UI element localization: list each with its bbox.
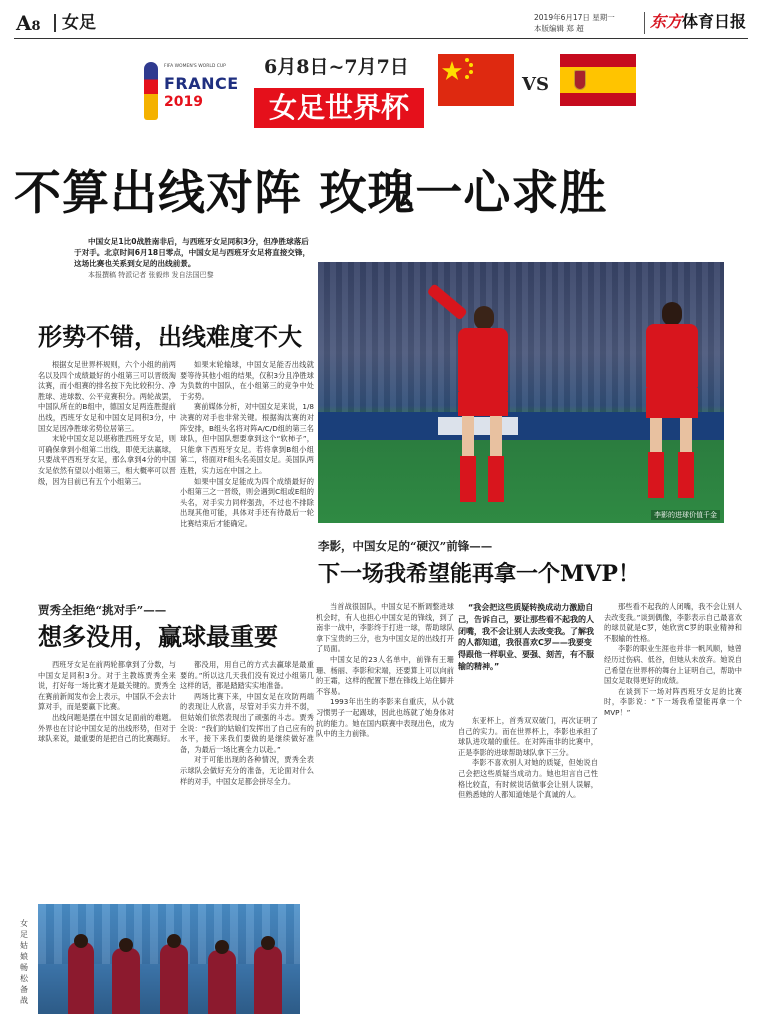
page-letter: A: [16, 11, 32, 35]
china-stars-icon: [438, 54, 514, 106]
s3-col1-p1: 西班牙女足在前两轮都拿到了分数，与中国女足同积3分。对于主教练贾秀全来说，打好每一场比赛才是最关键的。贾秀全在赛前新闻发布会上表示，中国队不会去计算对手，而是要赢下比赛。: [38, 660, 176, 712]
player-li-ying: [414, 306, 524, 516]
fifa-france-2019-logo: [144, 56, 244, 128]
page-number: [16, 12, 41, 38]
logo-line3: 2019: [164, 94, 203, 110]
player-teammate: [628, 302, 718, 512]
banner-title-text: 女足世界杯: [268, 91, 409, 124]
s2-col2-p2: 李影不喜欢别人对她的质疑，但她说自己会把这些质疑当成动力。她也坦言自己性格比较直，有时候说话做事会让别人误解，但熟悉她的人都知道她是个真诚的人。: [458, 758, 598, 800]
header-date: 2019年6月17日 星期一: [534, 13, 615, 22]
logo-line1: FIFA WOMEN'S WORLD CUP: [164, 64, 226, 69]
s3-col2-p3: 对于可能出现的各种情况，贾秀全表示球队会做好充分的准备，无论面对什么样的对手，中国女足都会拼尽全力。: [180, 755, 314, 786]
s2-col3-p1: 那些看不起我的人闭嘴，我不会让别人去改变我。”谈到偶像，李影表示自己最喜欢的球员就是C罗，她欣赏C罗的职业精神和不服输的性格。: [604, 602, 742, 643]
section2-col3: [604, 602, 742, 1012]
section-label: 女足: [62, 13, 96, 33]
page-num: 8: [31, 19, 41, 34]
s1-col1-p2: 末轮中国女足以堪称胜西班牙女足，则可确保拿到小组第二出线，即使无法赢球，只要战平西班牙女足，那么拿到4分的中国女足依然有望以小组第三，相大概率可以晋级，因为目前已有五个小组第三。: [38, 434, 176, 486]
s3-col2-p2: 两场比赛下来，中国女足在攻防两端的表现让人欣喜，尽管对手实力并不弱，但姑娘们依然表现出了顽强的斗志。贾秀全说：“我们的姑娘们发挥出了自己应有的水平，接下来我们要做的是继续做好准备，为最后一场比赛全力以赴。”: [180, 691, 314, 754]
main-headline: 不算出线对阵 玫瑰一心求胜: [14, 166, 608, 221]
section3-col2: [180, 660, 314, 896]
section3-title: 想多没用，赢球最重要: [38, 622, 278, 651]
s3-col1-p2: 出线问题是摆在中国女足面前的难题。外界也在讨论中国女足的出线形势，但对于球队来说，最重要的是把自己的比赛踢好。: [38, 712, 176, 744]
brand-black: 体育日报: [682, 12, 747, 31]
s2-col3-p3: 在谈到下一场对阵西班牙女足的比赛时，李影说：“下一场我希望能再拿一个MVP！”: [604, 686, 742, 717]
s2-col2-p1: 东亚杯上，首秀双双破门，再次证明了自己的实力。而在世界杯上，李影也承担了球队进攻端的重任。在对阵南非的比赛中，正是李影的进球帮助球队拿下三分。: [458, 716, 598, 757]
section2-title: 下一场我希望能再拿一个MVP！: [318, 561, 640, 587]
bottom-photo: [38, 904, 300, 1014]
page-header: [14, 8, 748, 38]
header-editor: 本版编辑 郑 超: [534, 24, 584, 33]
players-group: [68, 934, 288, 1014]
logo-line2: FRANCE: [164, 74, 239, 93]
s1-col2-p2: 赛前媒体分析，对中国女足来说，1/8决赛的对手也非常关键。根据淘汰赛的对阵安排，B组头名将对阵A/C/D组的第三名球队，但中国队想要拿到这个“软柿子”，只能拿下西班牙女足。若将拿到B组小组第二，将面对F组头名美国女足。美国队两连胜，实力远在中国之上。: [180, 402, 314, 475]
s2-col1-p2: 中国女足的23人名单中，前锋有王珊珊、杨丽、李影和宋端，还要算上可以向前的王霜，这样的配置下想在锋线上站住脚并不容易。: [316, 654, 454, 696]
versus-label: VS: [522, 74, 549, 95]
lead-paragraph: [74, 236, 314, 281]
banner-dates: 6月8日~7月7日: [264, 56, 409, 78]
spain-flag-icon: [560, 54, 636, 106]
worldcup-banner: [14, 46, 748, 138]
s3-col2-p1: 都没用，用自己的方式去赢球是最重要的。”所以这几天我们没有说过小组第几这样的话，都是踏踏实实地准备。: [180, 660, 314, 691]
s1-col1-p1: 根据女足世界杯规则，六个小组的前两名以及四个成绩最好的小组第三可以晋级淘汰赛，而小组赛的排名按下先比较积分、净胜球、进球数、公平竞赛积分。两轮战罢，中国队所在的B组中，德国女足两连胜提前出线，西班牙女足和中国女足同积3分，中国女足因净胜球劣势位居第三。: [38, 360, 176, 433]
s2-col3-p2: 李影的职业生涯也并非一帆风顺，她曾经历过伤病、低谷，但她从未放弃。她说自己希望在世界杯的舞台上证明自己，帮助中国女足取得更好的成绩。: [604, 644, 742, 686]
main-photo: [318, 262, 724, 523]
s2-col1-p1: 当首战很国队，中国女足不断调整进球机会时，有人也担心中国女足的锋线，到了南非一战中，李影终于打进一球，帮助球队拿下宝贵的三分，也为中国女足的出线打开了局面。: [316, 602, 454, 654]
s1-col2-p1: 如果末轮输球，中国女足能否出线就要等待其他小组的结果，仅积3分且净胜球为负数的中国队，在小组第三的竞争中处于劣势。: [180, 360, 314, 401]
section1-title: 形势不错，出线难度不大: [38, 322, 302, 351]
section3-col1: [38, 660, 176, 896]
section1-col2: [180, 360, 314, 580]
section2-quote: “我会把这些质疑转换成动力激励自己，告诉自己，要让那些看不起我的人闭嘴，我不会让别人去改变我。了解我的人都知道，我很喜欢C罗——我要变得跟他一样职业、要强、刻苦，有不服输的精神。”: [458, 603, 594, 671]
section3-kicker: 贾秀全拒绝“挑对手”——: [38, 603, 167, 617]
section2-col2: [458, 716, 598, 1012]
section2-col1: [316, 602, 454, 1012]
china-flag-icon: [438, 54, 514, 106]
s1-col2-p3: 如果中国女足能成为四个成绩最好的小组第三之一晋级，则会遇到C组或E组的头名，对手实力同样强劲，不过也不排除出现其他可能，具体对手还有待最后一轮比赛结束后才能确定。: [180, 476, 314, 528]
brand-red: 东方: [650, 12, 683, 31]
section1-col1: [38, 360, 176, 580]
bottom-photo-caption: 女足姑娘畅松备战: [20, 919, 28, 1005]
lead-byline: 本报撰稿 特派记者 张毅炜 发自法国巴黎: [88, 271, 214, 279]
photo-caption: 李影的进球价值千金: [651, 510, 720, 520]
section2-kicker: 李影，中国女足的“硬汉”前锋——: [318, 539, 493, 553]
spain-crest-icon: [574, 70, 586, 90]
lead-text: 中国女足1比0战胜南非后，与西班牙女足同积3分，但净胜球落后于对手。北京时间6月18日零点，中国女足与西班牙女足将直接交锋，这场比赛也关系到女足的出线前景。: [74, 237, 311, 268]
trophy-icon: [144, 62, 158, 120]
brand-logo: [650, 12, 746, 32]
s2-col1-p3: 1993年出生的李影来自重庆，从小就习惯男子一起踢球，因此也练就了她身体对抗的能力。她在国内联赛中表现出色，成为队中的主力前锋。: [316, 697, 454, 739]
banner-title: [254, 88, 424, 128]
